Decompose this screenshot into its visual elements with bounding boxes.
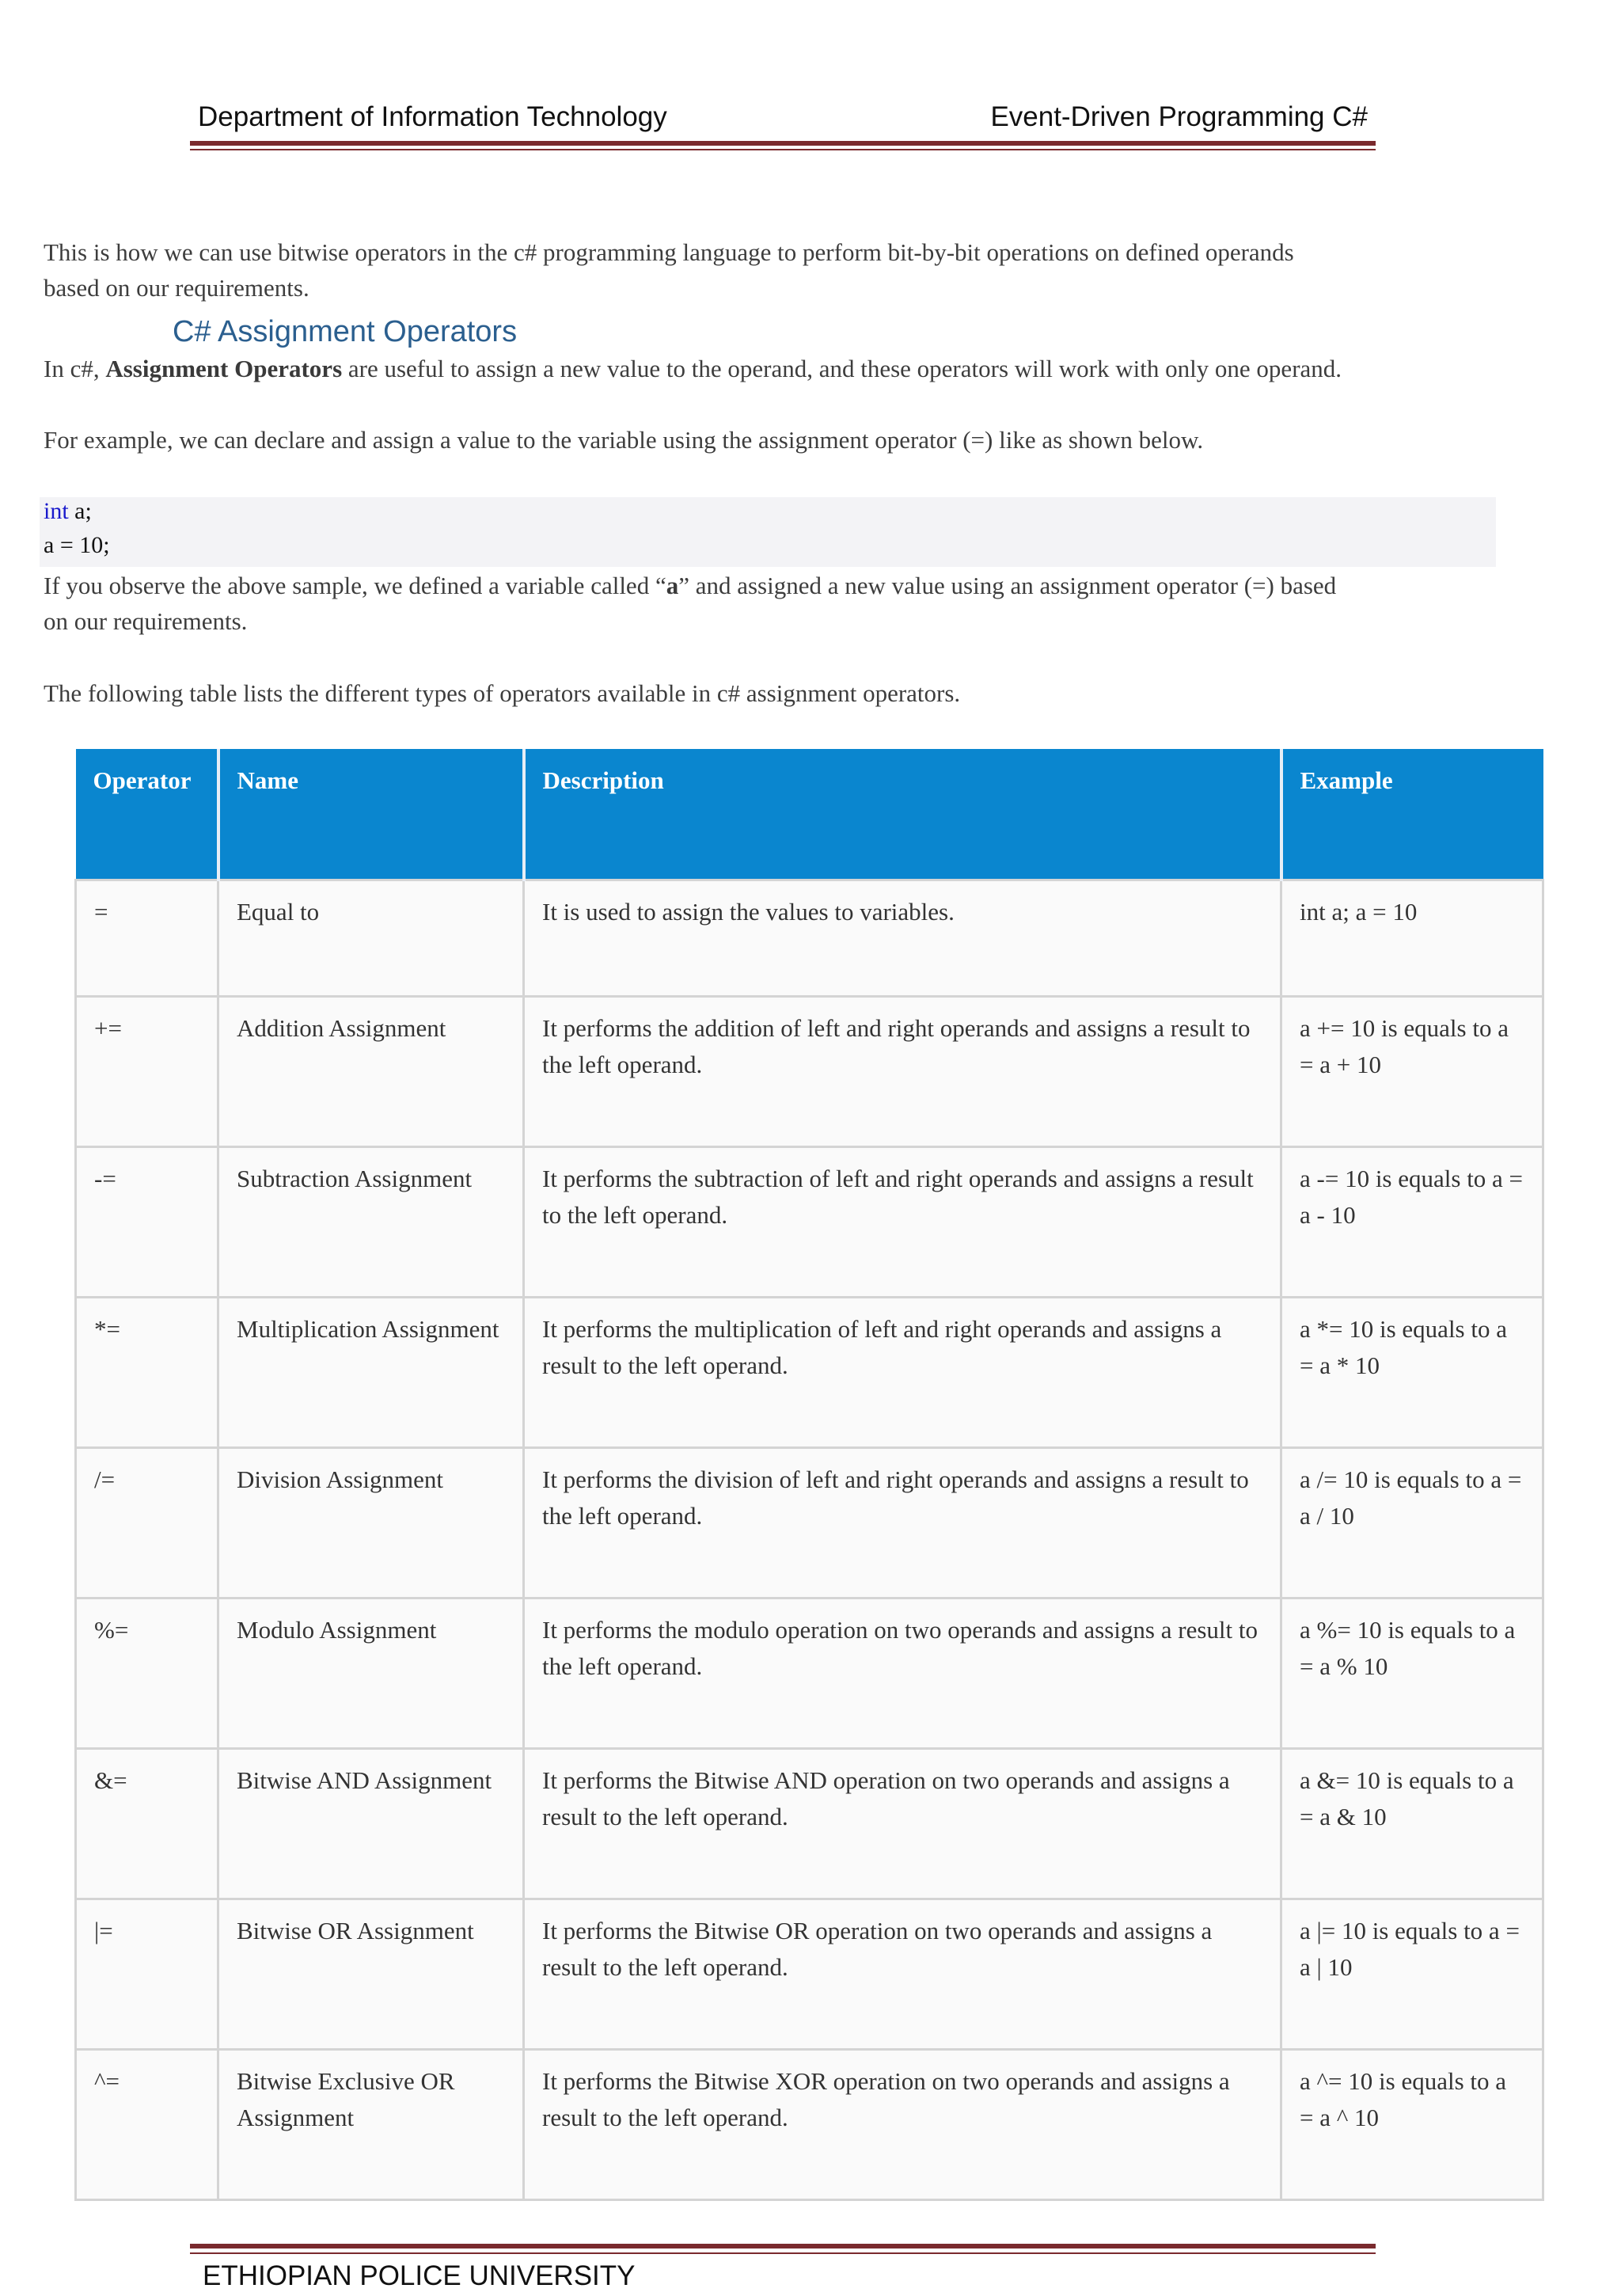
header-example: Example (1281, 749, 1543, 880)
header-department: Department of Information Technology (198, 101, 667, 132)
cell-operator: |= (76, 1899, 218, 2050)
footer-university: ETHIOPIAN POLICE UNIVERSITY (203, 2260, 636, 2291)
code-block (40, 497, 1496, 567)
cell-operator: &= (76, 1749, 218, 1899)
cell-example: a ^= 10 is equals to a = a ^ 10 (1281, 2050, 1543, 2200)
cell-example: int a; a = 10 (1281, 880, 1543, 997)
cell-example: a *= 10 is equals to a = a * 10 (1281, 1298, 1543, 1448)
cell-description: It performs the Bitwise AND operation on two operands and assigns a result to the left operand. (524, 1749, 1281, 1899)
cell-description: It performs the division of left and right operands and assigns a result to the left operand. (524, 1448, 1281, 1598)
cell-description: It performs the addition of left and right operands and assigns a result to the left operand. (524, 997, 1281, 1147)
section-heading: C# Assignment Operators (173, 315, 518, 348)
cell-example: a -= 10 is equals to a = a - 10 (1281, 1147, 1543, 1298)
table-row (76, 1147, 1543, 1298)
header-name: Name (218, 749, 524, 880)
header-rule-thick (190, 141, 1376, 146)
definition-paragraph (44, 351, 1547, 386)
table-row (76, 997, 1543, 1147)
cell-name: Modulo Assignment (218, 1598, 524, 1749)
table-row (76, 1298, 1543, 1448)
cell-example: a &= 10 is equals to a = a & 10 (1281, 1749, 1543, 1899)
table-row (76, 1598, 1543, 1749)
cell-operator: %= (76, 1598, 218, 1749)
cell-name: Bitwise OR Assignment (218, 1899, 524, 2050)
header-rule-thin (190, 149, 1376, 150)
intro-line-2: based on our requirements. (44, 274, 309, 302)
code-line-1-rest: a; (68, 498, 92, 524)
cell-name: Equal to (218, 880, 524, 997)
table-row (76, 1749, 1543, 1899)
cell-description: It performs the multiplication of left and right operands and assigns a result to the left operand. (524, 1298, 1281, 1448)
cell-name: Subtraction Assignment (218, 1147, 524, 1298)
cell-description: It performs the subtraction of left and right operands and assigns a result to the left operand. (524, 1147, 1281, 1298)
observation-text-a: If you observe the above sample, we defined a variable called “ (44, 572, 666, 599)
header-course: Event-Driven Programming C# (990, 101, 1368, 132)
footer-rule-thin (190, 2252, 1376, 2254)
code-line-1 (44, 498, 92, 525)
cell-name: Division Assignment (218, 1448, 524, 1598)
cell-operator: *= (76, 1298, 218, 1448)
operators-table (74, 749, 1544, 2201)
observation-text-b: ” and assigned a new value using an assignment operator (=) based (678, 572, 1337, 599)
example-intro: For example, we can declare and assign a value to the variable using the assignment operator (=) like as shown below. (44, 426, 1204, 454)
observation-paragraph (44, 568, 1547, 639)
header-description: Description (524, 749, 1281, 880)
cell-name: Bitwise AND Assignment (218, 1749, 524, 1899)
table-row (76, 1448, 1543, 1598)
cell-description: It performs the Bitwise OR operation on two operands and assigns a result to the left operand. (524, 1899, 1281, 2050)
cell-operator: += (76, 997, 218, 1147)
cell-example: a |= 10 is equals to a = a | 10 (1281, 1899, 1543, 2050)
definition-prefix: In c#, (44, 355, 106, 382)
definition-text: are useful to assign a new value to the operand, and these operators will work with only one operand. (342, 355, 1342, 382)
table-header-row (76, 749, 1543, 880)
code-line-2: a = 10; (44, 532, 110, 558)
cell-operator: /= (76, 1448, 218, 1598)
table-intro: The following table lists the different types of operators available in c# assignment operators. (44, 679, 961, 707)
footer-rule-thick (190, 2244, 1376, 2248)
cell-description: It performs the modulo operation on two operands and assigns a result to the left operand. (524, 1598, 1281, 1749)
table-row (76, 1899, 1543, 2050)
cell-operator: -= (76, 1147, 218, 1298)
cell-example: a /= 10 is equals to a = a / 10 (1281, 1448, 1543, 1598)
cell-name: Bitwise Exclusive OR Assignment (218, 2050, 524, 2200)
cell-operator: ^= (76, 2050, 218, 2200)
cell-description: It is used to assign the values to variables. (524, 880, 1281, 997)
intro-paragraph (44, 234, 1547, 306)
observation-variable: a (666, 572, 679, 599)
cell-name: Multiplication Assignment (218, 1298, 524, 1448)
table-row (76, 880, 1543, 997)
code-keyword: int (44, 498, 69, 524)
observation-line-2: on our requirements. (44, 607, 248, 635)
observation-line-1 (44, 568, 1547, 603)
intro-line-1: This is how we can use bitwise operators in the c# programming language to perform bit-by-bit operations on defined operands (44, 238, 1294, 266)
definition-term: Assignment Operators (105, 355, 343, 382)
header-operator: Operator (76, 749, 218, 880)
table-row (76, 2050, 1543, 2200)
cell-description: It performs the Bitwise XOR operation on two operands and assigns a result to the left operand. (524, 2050, 1281, 2200)
cell-name: Addition Assignment (218, 997, 524, 1147)
cell-operator: = (76, 880, 218, 997)
cell-example: a += 10 is equals to a = a + 10 (1281, 997, 1543, 1147)
cell-example: a %= 10 is equals to a = a % 10 (1281, 1598, 1543, 1749)
